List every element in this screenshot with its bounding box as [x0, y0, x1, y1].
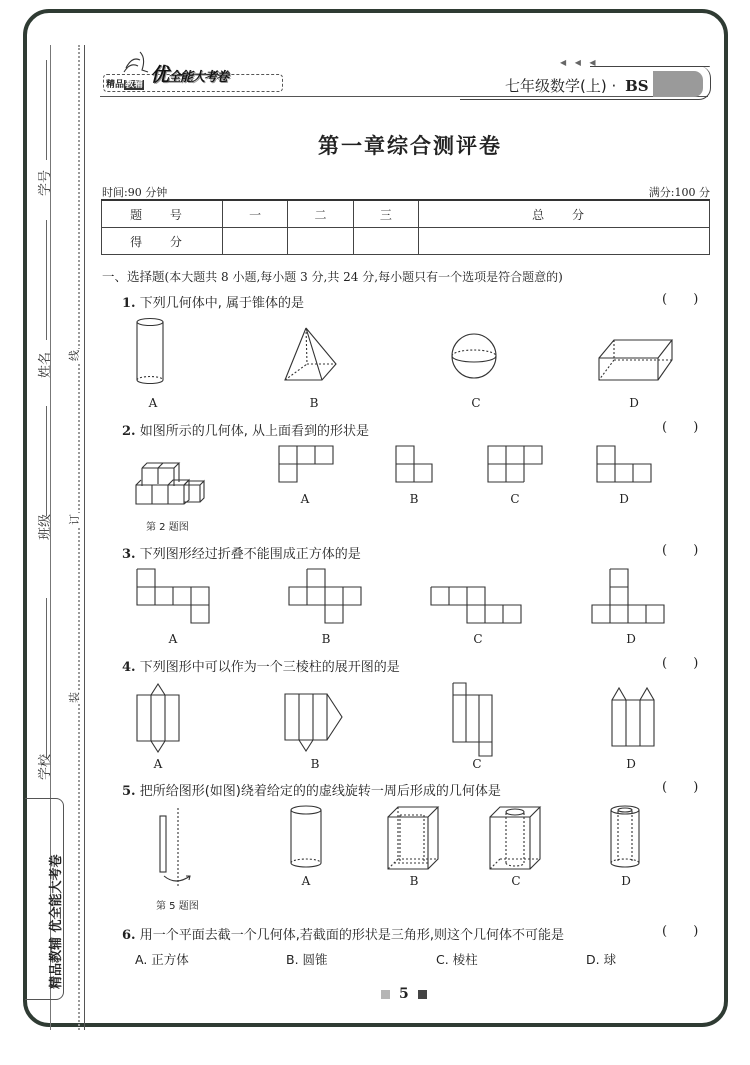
brand-small-box: 教辅	[125, 80, 144, 90]
top-view-option-d	[596, 445, 652, 483]
sphere-icon	[450, 332, 498, 380]
stacked-cubes-figure	[134, 458, 206, 506]
top-view-option-c	[487, 445, 543, 483]
brand-main: 优	[150, 64, 169, 86]
prism-net-option-a	[136, 683, 180, 753]
option-label: C	[511, 874, 521, 888]
option-label: A	[148, 396, 158, 410]
option-c: C. 棱柱	[436, 952, 478, 967]
section-heading	[102, 267, 563, 285]
grade-label	[505, 75, 649, 96]
hollow-cylinder-option-d	[608, 805, 644, 869]
figure-caption: 第 2 题图	[146, 522, 189, 533]
answer-blank[interactable]: ( )	[662, 292, 699, 307]
hollow-box-option-b	[386, 805, 446, 871]
rectangular-prism-icon	[598, 338, 672, 382]
question-number: 4.	[122, 660, 136, 675]
question-text: 如图所示的几何体, 从上面看到的形状是	[139, 424, 369, 439]
question-text: 下列图形中可以作为一个三棱柱的展开图的是	[139, 660, 400, 675]
question-5	[122, 780, 501, 799]
row-label: 得 分	[102, 228, 223, 255]
answer-blank[interactable]: ( )	[662, 543, 699, 558]
option-label: D	[626, 632, 636, 646]
question-number: 6.	[122, 928, 136, 943]
score-cell[interactable]	[353, 228, 418, 255]
prism-net-option-b	[284, 693, 344, 753]
option-label: A	[301, 874, 311, 888]
binding-mark-bind: 装	[68, 692, 81, 703]
brand-small: 精品	[106, 80, 125, 90]
grade-text: 七年级数学(上)	[505, 77, 607, 95]
answer-blank[interactable]: ( )	[662, 780, 699, 795]
section-title: 一、选择题	[102, 269, 165, 284]
name-label: 姓名	[38, 351, 53, 378]
cube-net-option-a	[136, 568, 212, 624]
margin-rule	[84, 45, 85, 1030]
page-marker-left-icon	[381, 990, 390, 999]
question-text: 下列几何体中, 属于锥体的是	[139, 296, 304, 311]
score-table-header-row	[102, 200, 710, 228]
brand-main-suffix: 全能大考卷	[168, 70, 229, 85]
option-label: C	[472, 757, 482, 771]
cube-net-option-c	[430, 586, 524, 624]
score-table-score-row	[102, 228, 710, 255]
score-cell[interactable]	[223, 228, 288, 255]
full-score: 满分:100 分	[648, 186, 710, 199]
page-number	[372, 986, 436, 1002]
option-label: D	[626, 757, 636, 771]
grade-color-tab	[653, 71, 703, 97]
answer-blank[interactable]: ( )	[662, 656, 699, 671]
cylinder-option-a	[286, 805, 326, 869]
side-brand-text: 精品教辅 优全能大考卷	[49, 854, 64, 989]
question-number: 1.	[122, 296, 136, 311]
question-6	[122, 924, 564, 943]
edition-separator: ·	[611, 77, 617, 95]
question-3	[122, 543, 361, 562]
question-text: 把所给图形(如图)绕着给定的的虚线旋转一周后形成的几何体是	[139, 784, 501, 799]
header-cell: 一	[223, 200, 288, 228]
option-label: B	[409, 492, 419, 506]
option-d: D. 球	[586, 952, 617, 967]
score-cell[interactable]	[288, 228, 353, 255]
option-label: D	[619, 492, 629, 506]
school-label: 学校	[38, 753, 53, 780]
question-text: 下列图形经过折叠不能围成正方体的是	[139, 547, 361, 562]
header-cell: 题 号	[102, 200, 223, 228]
question-text: 用一个平面去截一个几何体,若截面的形状是三角形,则这个几何体不可能是	[139, 928, 564, 943]
option-label: B	[409, 874, 419, 888]
option-label: B	[309, 396, 319, 410]
page-number-text: 5	[399, 986, 409, 1002]
binding-mark-staple: 订	[68, 514, 81, 525]
page-marker-right-icon	[418, 990, 427, 999]
score-table	[101, 199, 710, 255]
cube-net-option-d	[591, 568, 667, 624]
question-number: 2.	[122, 424, 136, 439]
exam-time: 时间:90 分钟	[102, 186, 168, 199]
header-cell: 二	[288, 200, 353, 228]
figure-caption: 第 5 题图	[156, 901, 199, 912]
answer-blank[interactable]: ( )	[662, 924, 699, 939]
page-title: 第一章综合测评卷	[318, 133, 502, 158]
option-label: C	[471, 396, 481, 410]
hollow-box-option-c	[488, 805, 548, 871]
option-label: B	[310, 757, 320, 771]
binding-mark-line: 线	[68, 350, 81, 361]
score-cell[interactable]	[419, 228, 710, 255]
option-b: B. 圆锥	[286, 952, 328, 967]
option-label: A	[168, 632, 178, 646]
section-instructions: (本大题共 8 小题,每小题 3 分,共 24 分,每小题只有一个选项是符合题意的)	[164, 270, 563, 284]
question-number: 3.	[122, 547, 136, 562]
prism-net-option-d	[611, 687, 655, 753]
student-id-label: 学号	[38, 169, 53, 196]
option-label: C	[510, 492, 520, 506]
top-view-option-a	[278, 445, 334, 483]
top-view-option-b	[395, 445, 433, 483]
name-underline[interactable]	[46, 406, 47, 516]
rotation-figure	[156, 806, 196, 888]
option-label: D	[629, 396, 639, 410]
prism-net-option-c	[452, 682, 494, 754]
edition-text: BS	[625, 77, 649, 95]
brand-main-text	[150, 60, 228, 87]
arrows-icon: ◀ ◀ ◀	[560, 58, 599, 67]
square-pyramid-icon	[284, 326, 344, 382]
student-id-underline[interactable]	[46, 220, 47, 340]
question-4	[122, 656, 400, 675]
question-number: 5.	[122, 784, 136, 799]
option-label: A	[153, 757, 163, 771]
binding-dotted-line	[78, 45, 80, 1030]
answer-blank[interactable]: ( )	[662, 420, 699, 435]
cube-net-option-b	[288, 568, 364, 624]
question-1	[122, 292, 304, 311]
brand-small-text	[106, 77, 144, 90]
question-2	[122, 420, 369, 439]
bird-logo-icon	[120, 48, 150, 76]
brand-logo	[100, 48, 282, 92]
class-label: 班级	[38, 513, 53, 540]
option-a: A. 正方体	[135, 952, 189, 967]
option-label: B	[321, 632, 331, 646]
class-underline[interactable]	[46, 598, 47, 758]
header-cell: 总 分	[419, 200, 710, 228]
header-cell: 三	[353, 200, 418, 228]
cylinder-icon	[136, 318, 166, 384]
option-label: A	[300, 492, 310, 506]
side-brand-logo	[25, 798, 64, 1000]
option-label: C	[473, 632, 483, 646]
option-label: D	[621, 874, 631, 888]
